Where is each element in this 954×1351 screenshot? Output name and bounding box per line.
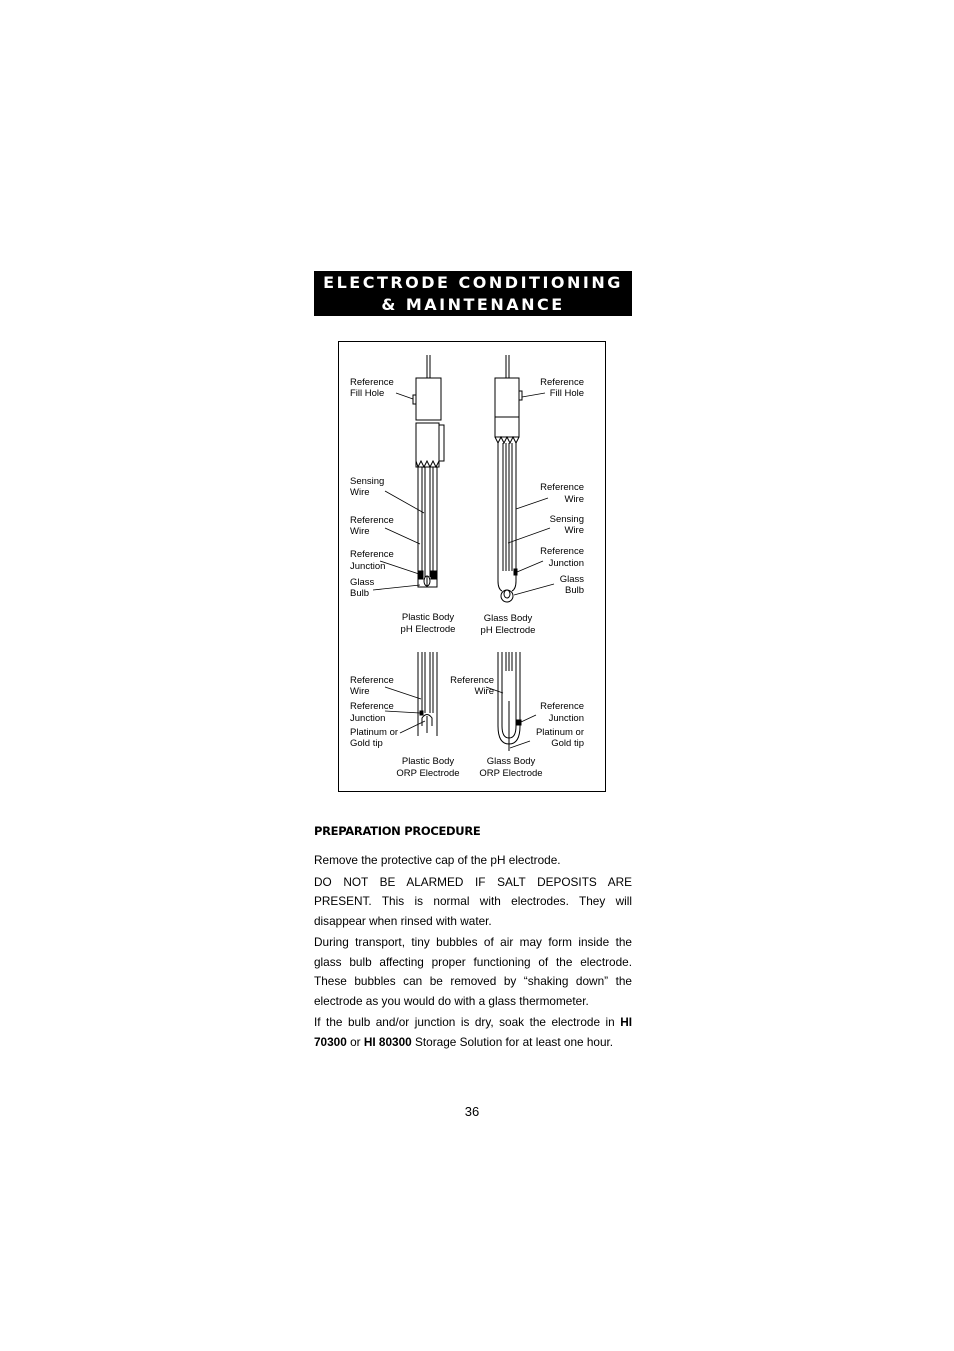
right-orp-caption-2: ORP Electrode [479, 768, 543, 779]
right-orp-ref-junction-2: Junction [548, 713, 584, 724]
left-orp-ref-junction-1: Reference [350, 701, 394, 712]
left-ph-glass-bulb-2: Bulb [350, 588, 370, 599]
paragraph-4-mid: or [346, 1034, 364, 1049]
left-ph-ref-junction-2: Junction [350, 561, 386, 572]
left-orp-reference-wire-2: Wire [350, 686, 370, 697]
paragraph-4 [314, 1013, 632, 1052]
left-ph-reference-wire-2: Wire [350, 526, 370, 537]
preparation-section [314, 822, 632, 1054]
paragraph-1: Remove the protective cap of the pH electrode. [314, 853, 561, 867]
right-ph-reference-wire-2: Wire [564, 494, 584, 505]
right-ph-reference-wire-1: Reference [540, 482, 584, 493]
left-ph-sensing-wire-1: Sensing [350, 476, 385, 487]
left-ph-ref-fill-hole-2: Fill Hole [350, 388, 385, 399]
left-orp-tip-1: Platinum or [350, 727, 399, 738]
right-ph-ref-junction-1: Reference [540, 546, 584, 557]
right-orp-reference-wire-1: Reference [450, 675, 494, 686]
right-ph-glass-bulb-2: Bulb [564, 585, 584, 596]
right-orp-tip-2: Gold tip [551, 738, 584, 749]
left-ph-caption-2: pH Electrode [400, 624, 456, 635]
electrode-diagram [338, 341, 606, 792]
right-ph-sensing-wire-2: Wire [564, 525, 584, 536]
left-orp-ref-junction-2: Junction [350, 713, 386, 724]
section-heading: PREPARATION PROCEDURE [314, 824, 481, 838]
page-number: 36 [464, 1104, 480, 1119]
right-ph-caption-1: Glass Body [483, 613, 533, 624]
product-code-hi80300: HI 80300 [363, 1034, 412, 1049]
paragraph-2: DO NOT BE ALARMED IF SALT DEPOSITS ARE PRESENT. This is normal with electrodes. They will disappear when rinsed with water. [314, 874, 632, 928]
right-orp-ref-junction-1: Reference [540, 701, 584, 712]
right-orp-reference-wire-2: Wire [474, 686, 494, 697]
right-ph-glass-bulb-1: Glass [559, 574, 584, 585]
right-ph-ref-fill-hole-2: Fill Hole [549, 388, 584, 399]
left-orp-caption-2: ORP Electrode [396, 768, 460, 779]
left-ph-sensing-wire-2: Wire [350, 487, 370, 498]
right-ph-ref-fill-hole-1: Reference [540, 377, 584, 388]
electrode-diagram-svg [338, 341, 606, 792]
left-orp-tip-2: Gold tip [350, 738, 383, 749]
left-orp-caption-1: Plastic Body [401, 756, 455, 767]
product-code-hi70300: HI 70300 [314, 1015, 632, 1049]
section-title-bar [314, 271, 632, 316]
right-ph-caption-2: pH Electrode [480, 625, 536, 636]
title-line-1: ELECTRODE CONDITIONING [323, 273, 623, 292]
paragraph-3: During transport, tiny bubbles of air may form inside the glass bulb affecting proper functioning of the electrode. These bubbles can be removed by “shaking down” the electrode as you would do with a glass thermometer. [314, 935, 632, 1008]
right-ph-sensing-wire-1: Sensing [549, 514, 584, 525]
paragraph-4-pre: If the bulb and/or junction is dry, soak the electrode in [314, 1015, 621, 1029]
right-orp-caption-1: Glass Body [486, 756, 536, 767]
left-ph-ref-junction-1: Reference [350, 549, 394, 560]
left-ph-ref-fill-hole-1: Reference [350, 377, 394, 388]
left-ph-reference-wire-1: Reference [350, 515, 394, 526]
paragraph-4-post: Storage Solution for at least one hour. [411, 1034, 614, 1049]
right-orp-tip-1: Platinum or [535, 727, 584, 738]
left-ph-glass-bulb-1: Glass [350, 577, 375, 588]
title-line-2: & MAINTENANCE [381, 295, 565, 314]
left-orp-reference-wire-1: Reference [350, 675, 394, 686]
right-ph-ref-junction-2: Junction [548, 558, 584, 569]
left-ph-caption-1: Plastic Body [401, 612, 455, 623]
